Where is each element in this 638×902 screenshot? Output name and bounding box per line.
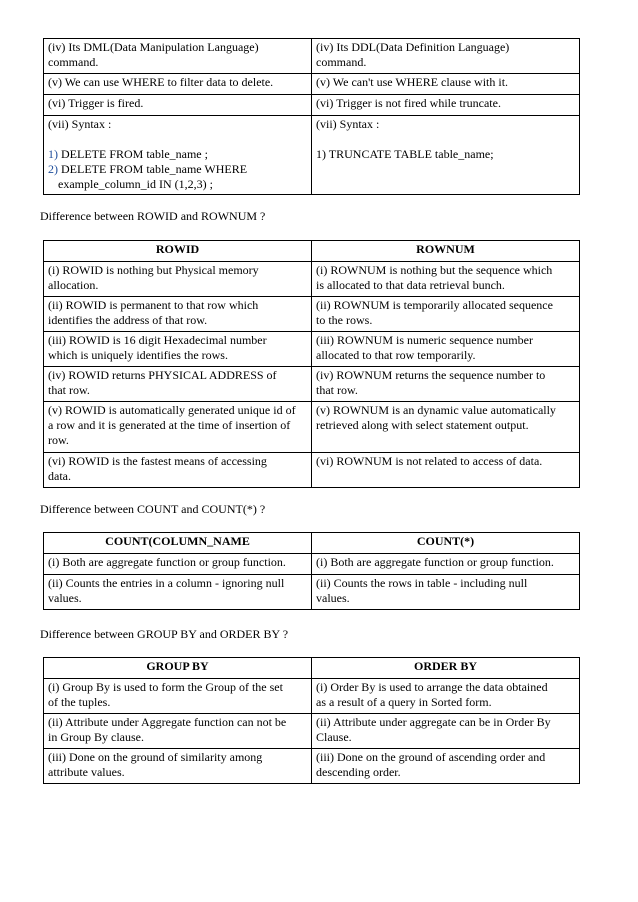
table-header-row xyxy=(44,658,580,679)
table-cell: (iii) ROWID is 16 digit Hexadecimal number which is uniquely identifies the rows. xyxy=(44,332,312,367)
table-cell: (i) Order By is used to arrange the data obtained as a result of a query in Sorted form. xyxy=(312,679,580,714)
table-row xyxy=(44,679,580,714)
table-row xyxy=(44,39,580,74)
line-number: 2) xyxy=(48,162,58,176)
table-row xyxy=(44,297,580,332)
code-line xyxy=(48,162,307,177)
column-header: COUNT(*) xyxy=(312,533,580,554)
table-row xyxy=(44,554,580,575)
code-line: example_column_id IN (1,2,3) ; xyxy=(58,177,213,191)
column-header: ROWNUM xyxy=(312,241,580,262)
code-line: 1) TRUNCATE TABLE table_name; xyxy=(316,147,494,161)
delete-vs-truncate-table xyxy=(43,38,580,195)
table-cell: (v) We can't use WHERE clause with it. xyxy=(312,74,580,95)
table-cell: (ii) ROWID is permanent to that row which identifies the address of that row. xyxy=(44,297,312,332)
table-cell: (ii) Counts the entries in a column - ignoring null values. xyxy=(44,575,312,610)
table-cell: (ii) ROWNUM is temporarily allocated sequence to the rows. xyxy=(312,297,580,332)
table-cell: (iv) Its DML(Data Manipulation Language) command. xyxy=(44,39,312,74)
syntax-title: (vii) Syntax : xyxy=(48,117,112,131)
groupby-vs-orderby-table xyxy=(43,657,580,784)
section-heading-group: Difference between GROUP BY and ORDER BY ? xyxy=(40,627,289,641)
table-row xyxy=(44,453,580,488)
table-cell: (ii) Attribute under aggregate can be in Order By Clause. xyxy=(312,714,580,749)
table-cell: (v) ROWNUM is an dynamic value automatically retrieved along with select statement output. xyxy=(312,402,580,453)
table-row xyxy=(44,116,580,195)
table-row xyxy=(44,367,580,402)
table-cell: (vi) Trigger is fired. xyxy=(44,95,312,116)
code-text: DELETE FROM table_name ; xyxy=(58,147,208,161)
code-line xyxy=(48,147,307,162)
table-cell: (iv) ROWNUM returns the sequence number to that row. xyxy=(312,367,580,402)
table-header-row xyxy=(44,533,580,554)
syntax-cell-delete xyxy=(44,116,312,195)
line-number: 1) xyxy=(48,147,58,161)
table-row xyxy=(44,332,580,367)
syntax-title: (vii) Syntax : xyxy=(316,117,380,131)
table-cell: (i) Both are aggregate function or group function. xyxy=(312,554,580,575)
column-header: ROWID xyxy=(44,241,312,262)
table-row xyxy=(44,714,580,749)
count-vs-countstar-table xyxy=(43,532,580,610)
table-cell: (iii) ROWNUM is numeric sequence number allocated to that row temporarily. xyxy=(312,332,580,367)
table-cell: (iv) Its DDL(Data Definition Language) command. xyxy=(312,39,580,74)
table-row xyxy=(44,575,580,610)
table-cell: (v) We can use WHERE to filter data to delete. xyxy=(44,74,312,95)
spacer xyxy=(316,132,575,147)
table-cell: (i) Both are aggregate function or group function. xyxy=(44,554,312,575)
table-cell: (ii) Counts the rows in table - including null values. xyxy=(312,575,580,610)
table-cell: (vi) ROWNUM is not related to access of data. xyxy=(312,453,580,488)
table-cell: (iii) Done on the ground of ascending order and descending order. xyxy=(312,749,580,784)
code-text: DELETE FROM table_name WHERE xyxy=(58,162,248,176)
table-cell: (vi) Trigger is not fired while truncate. xyxy=(312,95,580,116)
table-row xyxy=(44,262,580,297)
column-header: ORDER BY xyxy=(312,658,580,679)
table-cell: (i) ROWNUM is nothing but the sequence which is allocated to that data retrieval bunch. xyxy=(312,262,580,297)
table-cell: (v) ROWID is automatically generated unique id of a row and it is generated at the time of insertion of row. xyxy=(44,402,312,453)
spacer xyxy=(48,132,307,147)
section-heading-count: Difference between COUNT and COUNT(*) ? xyxy=(40,502,266,516)
table-row xyxy=(44,402,580,453)
table-cell: (iv) ROWID returns PHYSICAL ADDRESS of that row. xyxy=(44,367,312,402)
table-cell: (ii) Attribute under Aggregate function can not be in Group By clause. xyxy=(44,714,312,749)
column-header: GROUP BY xyxy=(44,658,312,679)
table-cell: (i) ROWID is nothing but Physical memory allocation. xyxy=(44,262,312,297)
table-cell: (iii) Done on the ground of similarity among attribute values. xyxy=(44,749,312,784)
syntax-cell-truncate xyxy=(312,116,580,195)
section-heading-rowid: Difference between ROWID and ROWNUM ? xyxy=(40,209,266,223)
table-cell: (vi) ROWID is the fastest means of accessing data. xyxy=(44,453,312,488)
table-row xyxy=(44,74,580,95)
rowid-vs-rownum-table xyxy=(43,240,580,488)
table-row xyxy=(44,95,580,116)
table-cell: (i) Group By is used to form the Group of the set of the tuples. xyxy=(44,679,312,714)
column-header: COUNT(COLUMN_NAME xyxy=(44,533,312,554)
table-row xyxy=(44,749,580,784)
table-header-row xyxy=(44,241,580,262)
